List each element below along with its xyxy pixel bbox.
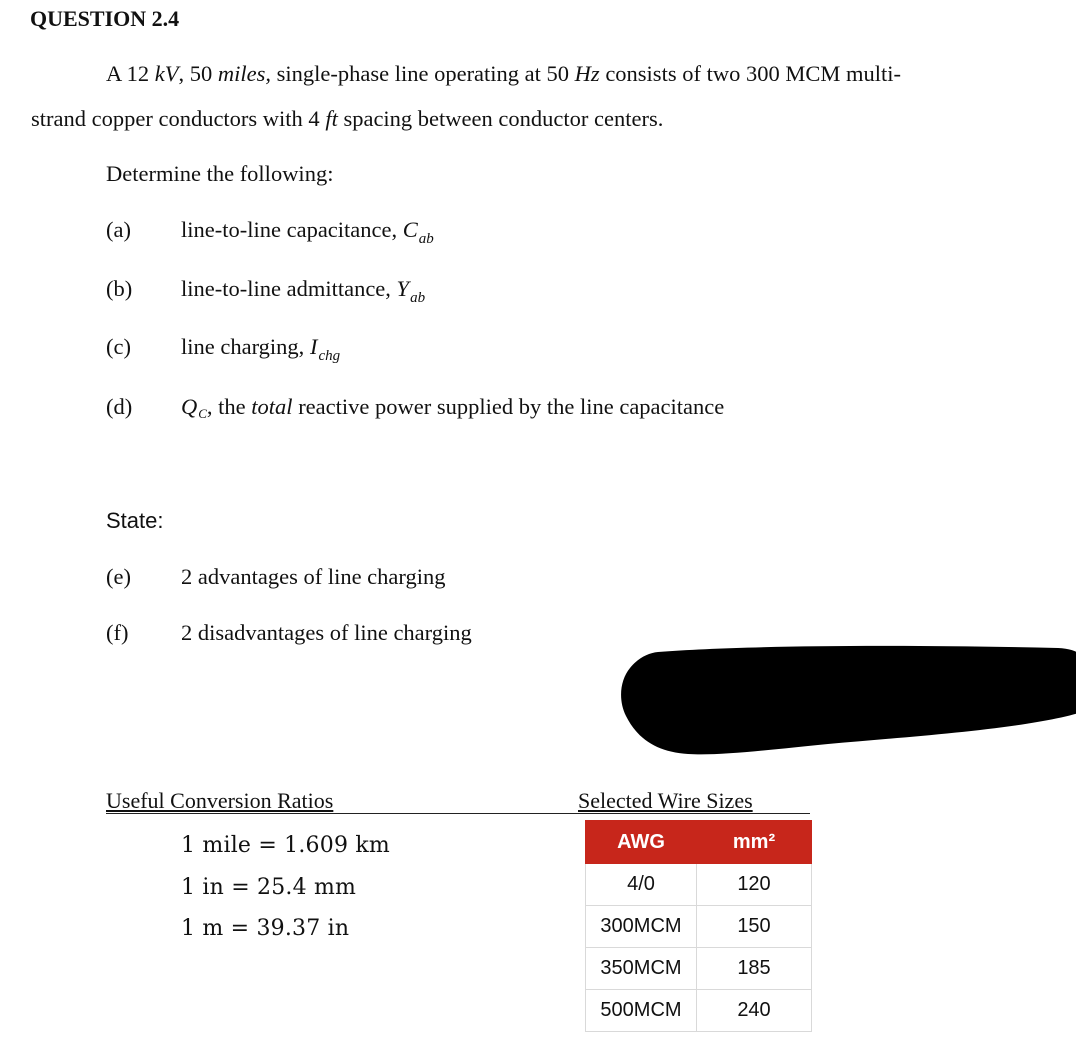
table-header-row (586, 821, 812, 864)
wire-sizes-table (585, 820, 812, 1032)
part-f-label: (f) (106, 620, 129, 645)
table-cell: 300MCM (586, 906, 697, 948)
table-cell: 240 (697, 990, 812, 1032)
table-cell: 150 (697, 906, 812, 948)
table-row (586, 906, 812, 948)
conversion-line: 1 in = 25.4 mm (181, 875, 357, 900)
part-c-label: (c) (106, 334, 131, 359)
table-row (586, 864, 812, 906)
conversion-line: 1 m = 39.37 in (181, 916, 350, 941)
part-e-label: (e) (106, 564, 131, 589)
table-header-mm2: mm² (697, 821, 812, 864)
state-heading: State: (106, 508, 164, 533)
question-title: QUESTION 2.4 (30, 6, 180, 31)
part-c-text: line charging, $I_{chg}$ (181, 334, 341, 364)
table-cell: 4/0 (586, 864, 697, 906)
question-intro-line1: A 12 kV, 50 miles, single-phase line operating at 50 Hz consists of two 300 MCM multi- (106, 61, 901, 86)
question-intro-line2: strand copper conductors with 4 ft spacing between conductor centers. (31, 106, 664, 131)
wire-sizes-heading: Selected Wire Sizes (578, 788, 753, 813)
table-row (586, 990, 812, 1032)
table-row (586, 948, 812, 990)
part-e-text: 2 advantages of line charging (181, 564, 446, 589)
determine-heading: Determine the following: (106, 161, 334, 186)
table-header-awg: AWG (586, 821, 697, 864)
part-d-label: (d) (106, 394, 133, 419)
part-a-label: (a) (106, 217, 131, 242)
part-d-text: QC, the total reactive power supplied by the line capacitance (181, 394, 725, 421)
table-cell: 185 (697, 948, 812, 990)
conversion-line: 1 mile = 1.609 km (181, 833, 390, 858)
part-b-label: (b) (106, 276, 133, 301)
table-cell: 350MCM (586, 948, 697, 990)
redaction-scribble (618, 640, 1076, 760)
conversion-heading: Useful Conversion Ratios (106, 788, 334, 813)
part-a-text: line-to-line capacitance, $C_{ab}$ (181, 217, 434, 247)
table-cell: 120 (697, 864, 812, 906)
table-cell: 500MCM (586, 990, 697, 1032)
reference-header-rule (106, 788, 810, 814)
part-b-text: line-to-line admittance, $Y_{ab}$ (181, 276, 426, 306)
part-f-text: 2 disadvantages of line charging (181, 620, 472, 645)
